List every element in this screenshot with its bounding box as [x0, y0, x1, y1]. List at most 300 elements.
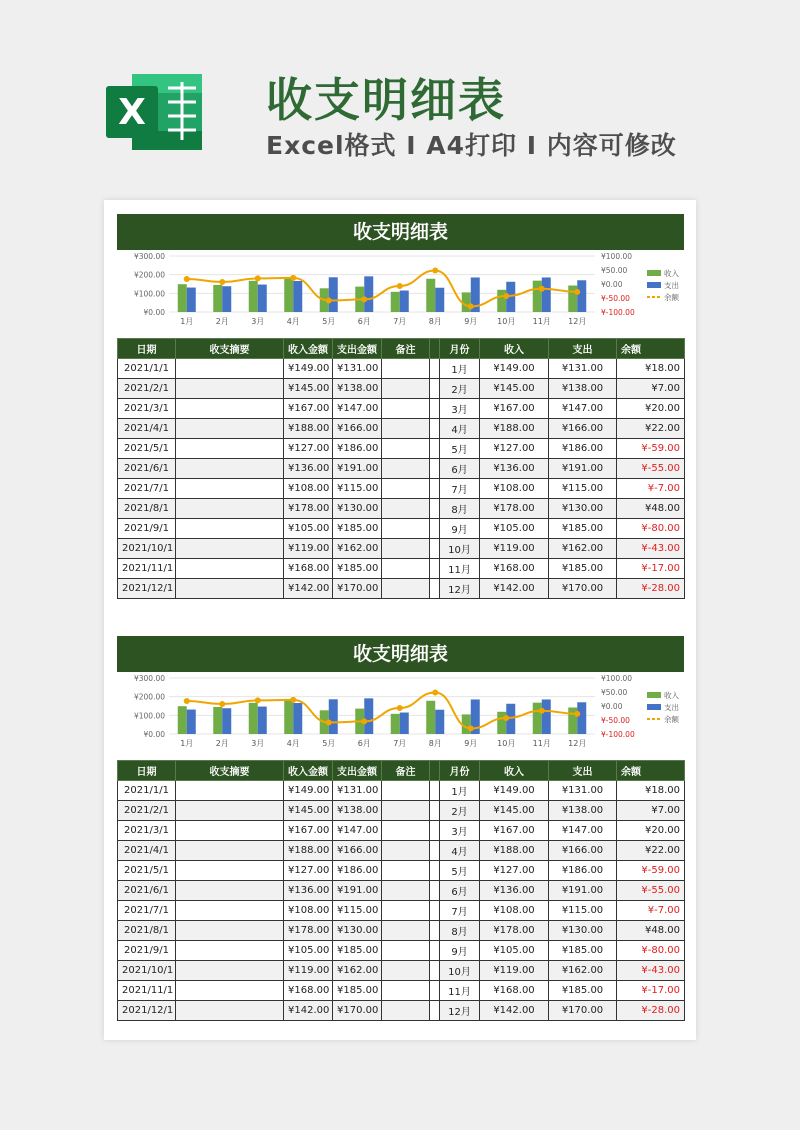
cell-balance[interactable]: ¥22.00: [617, 419, 685, 439]
cell-expense[interactable]: ¥185.00: [333, 519, 382, 539]
cell-date[interactable]: 2021/7/1: [118, 901, 176, 921]
table-row: [118, 921, 685, 941]
cell-gap[interactable]: [430, 359, 440, 379]
cell-m-income[interactable]: ¥142.00: [480, 579, 549, 599]
cell-summary[interactable]: [176, 981, 284, 1001]
expense-bar: [400, 713, 409, 734]
x-tick-label: 4月: [286, 739, 300, 748]
cell-expense[interactable]: ¥186.00: [333, 861, 382, 881]
x-tick-label: 5月: [322, 739, 336, 748]
cell-income[interactable]: ¥108.00: [284, 901, 333, 921]
cell-m-expense[interactable]: ¥115.00: [549, 901, 617, 921]
cell-summary[interactable]: [176, 821, 284, 841]
sheet-title: 收支明细表: [117, 636, 684, 672]
chart-svg: [117, 250, 684, 336]
cell-balance[interactable]: ¥22.00: [617, 841, 685, 861]
cell-gap[interactable]: [430, 901, 440, 921]
cell-income[interactable]: ¥145.00: [284, 379, 333, 399]
cell-summary[interactable]: [176, 439, 284, 459]
cell-balance[interactable]: ¥-17.00: [617, 981, 685, 1001]
cell-gap[interactable]: [430, 961, 440, 981]
header-summary: 收支摘要: [176, 761, 284, 781]
cell-m-income[interactable]: ¥167.00: [480, 821, 549, 841]
expense-bar: [222, 286, 231, 312]
cell-m-expense[interactable]: ¥191.00: [549, 459, 617, 479]
cell-income[interactable]: ¥105.00: [284, 941, 333, 961]
expense-bar: [222, 708, 231, 734]
cell-m-expense[interactable]: ¥115.00: [549, 479, 617, 499]
cell-month[interactable]: 9月: [440, 941, 480, 961]
cell-summary[interactable]: [176, 841, 284, 861]
cell-expense[interactable]: ¥115.00: [333, 479, 382, 499]
cell-balance[interactable]: ¥7.00: [617, 801, 685, 821]
cell-m-expense[interactable]: ¥185.00: [549, 559, 617, 579]
cell-balance[interactable]: ¥18.00: [617, 781, 685, 801]
cell-m-expense[interactable]: ¥166.00: [549, 841, 617, 861]
cell-date[interactable]: 2021/6/1: [118, 881, 176, 901]
cell-month[interactable]: 8月: [440, 499, 480, 519]
cell-balance[interactable]: ¥-55.00: [617, 459, 685, 479]
cell-expense[interactable]: ¥166.00: [333, 419, 382, 439]
cell-note[interactable]: [382, 921, 430, 941]
cell-summary[interactable]: [176, 559, 284, 579]
cell-m-income[interactable]: ¥127.00: [480, 439, 549, 459]
cell-note[interactable]: [382, 961, 430, 981]
left-tick-label: ¥200.00: [133, 270, 165, 280]
expense-bar: [364, 276, 373, 312]
cell-m-income[interactable]: ¥149.00: [480, 781, 549, 801]
x-tick-label: 3月: [251, 317, 265, 326]
cell-note[interactable]: [382, 861, 430, 881]
cell-m-income[interactable]: ¥188.00: [480, 841, 549, 861]
cell-summary[interactable]: [176, 1001, 284, 1021]
income-bar: [178, 284, 187, 312]
cell-balance[interactable]: ¥-28.00: [617, 1001, 685, 1021]
expense-bar: [542, 277, 551, 312]
cell-note[interactable]: [382, 781, 430, 801]
left-tick-label: ¥200.00: [133, 692, 165, 702]
cell-income[interactable]: ¥136.00: [284, 459, 333, 479]
cell-m-income[interactable]: ¥142.00: [480, 1001, 549, 1021]
table-row: [118, 459, 685, 479]
cell-date[interactable]: 2021/8/1: [118, 499, 176, 519]
cell-income[interactable]: ¥119.00: [284, 961, 333, 981]
cell-m-income[interactable]: ¥136.00: [480, 881, 549, 901]
expense-bar: [435, 710, 444, 734]
legend-label: 支出: [664, 703, 679, 712]
cell-income[interactable]: ¥145.00: [284, 801, 333, 821]
cell-expense[interactable]: ¥186.00: [333, 439, 382, 459]
cell-note[interactable]: [382, 559, 430, 579]
cell-note[interactable]: [382, 901, 430, 921]
right-tick-label: ¥50.00: [601, 266, 628, 275]
cell-balance[interactable]: ¥-43.00: [617, 961, 685, 981]
cell-summary[interactable]: [176, 961, 284, 981]
cell-m-income[interactable]: ¥167.00: [480, 399, 549, 419]
cell-m-income[interactable]: ¥108.00: [480, 901, 549, 921]
cell-note[interactable]: [382, 1001, 430, 1021]
cell-note[interactable]: [382, 379, 430, 399]
cell-note[interactable]: [382, 801, 430, 821]
cell-income[interactable]: ¥105.00: [284, 519, 333, 539]
cell-note[interactable]: [382, 439, 430, 459]
cell-m-income[interactable]: ¥188.00: [480, 419, 549, 439]
cell-m-income[interactable]: ¥127.00: [480, 861, 549, 881]
cell-gap[interactable]: [430, 861, 440, 881]
cell-gap[interactable]: [430, 439, 440, 459]
cell-note[interactable]: [382, 981, 430, 1001]
balance-point: [361, 296, 367, 302]
cell-gap[interactable]: [430, 519, 440, 539]
cell-summary[interactable]: [176, 801, 284, 821]
cell-gap[interactable]: [430, 921, 440, 941]
cell-balance[interactable]: ¥-7.00: [617, 901, 685, 921]
cell-note[interactable]: [382, 579, 430, 599]
expense-bar: [577, 280, 586, 312]
cell-note[interactable]: [382, 821, 430, 841]
table-row: [118, 981, 685, 1001]
cell-date[interactable]: 2021/7/1: [118, 479, 176, 499]
cell-m-income[interactable]: ¥105.00: [480, 941, 549, 961]
cell-m-income[interactable]: ¥168.00: [480, 559, 549, 579]
cell-m-expense[interactable]: ¥186.00: [549, 861, 617, 881]
expense-bar: [258, 285, 267, 312]
cell-balance[interactable]: ¥-43.00: [617, 539, 685, 559]
cell-expense[interactable]: ¥170.00: [333, 1001, 382, 1021]
cell-date[interactable]: 2021/5/1: [118, 439, 176, 459]
page-title: 收支明细表: [266, 73, 506, 127]
cell-income[interactable]: ¥119.00: [284, 539, 333, 559]
cell-gap[interactable]: [430, 881, 440, 901]
table-row: [118, 841, 685, 861]
header-date: 日期: [118, 761, 176, 781]
cell-m-income[interactable]: ¥178.00: [480, 921, 549, 941]
cell-m-expense[interactable]: ¥191.00: [549, 881, 617, 901]
cell-note[interactable]: [382, 499, 430, 519]
cell-date[interactable]: 2021/9/1: [118, 519, 176, 539]
cell-expense[interactable]: ¥130.00: [333, 499, 382, 519]
cell-balance[interactable]: ¥-80.00: [617, 941, 685, 961]
cell-income[interactable]: ¥127.00: [284, 439, 333, 459]
cell-summary[interactable]: [176, 499, 284, 519]
cell-month[interactable]: 4月: [440, 841, 480, 861]
expense-bar: [293, 703, 302, 734]
cell-balance[interactable]: ¥48.00: [617, 921, 685, 941]
cell-gap[interactable]: [430, 459, 440, 479]
cell-gap[interactable]: [430, 981, 440, 1001]
cell-m-income[interactable]: ¥119.00: [480, 961, 549, 981]
cell-month[interactable]: 2月: [440, 379, 480, 399]
cell-balance[interactable]: ¥20.00: [617, 821, 685, 841]
cell-income[interactable]: ¥149.00: [284, 781, 333, 801]
cell-gap[interactable]: [430, 801, 440, 821]
income-bar: [249, 281, 258, 312]
cell-date[interactable]: 2021/4/1: [118, 841, 176, 861]
header-note: 备注: [382, 339, 430, 359]
cell-balance[interactable]: ¥-80.00: [617, 519, 685, 539]
cell-date[interactable]: 2021/1/1: [118, 781, 176, 801]
cell-expense[interactable]: ¥131.00: [333, 781, 382, 801]
cell-expense[interactable]: ¥147.00: [333, 399, 382, 419]
cell-note[interactable]: [382, 881, 430, 901]
legend-swatch: [647, 270, 661, 276]
cell-balance[interactable]: ¥7.00: [617, 379, 685, 399]
cell-note[interactable]: [382, 419, 430, 439]
cell-income[interactable]: ¥142.00: [284, 579, 333, 599]
cell-m-expense[interactable]: ¥170.00: [549, 579, 617, 599]
cell-date[interactable]: 2021/10/1: [118, 539, 176, 559]
cell-balance[interactable]: ¥20.00: [617, 399, 685, 419]
cell-expense[interactable]: ¥138.00: [333, 801, 382, 821]
cell-date[interactable]: 2021/2/1: [118, 801, 176, 821]
cell-month[interactable]: 12月: [440, 579, 480, 599]
x-tick-label: 8月: [428, 317, 442, 326]
cell-balance[interactable]: ¥-7.00: [617, 479, 685, 499]
balance-point: [539, 286, 545, 292]
cell-expense[interactable]: ¥162.00: [333, 539, 382, 559]
cell-summary[interactable]: [176, 399, 284, 419]
cell-note[interactable]: [382, 459, 430, 479]
cell-date[interactable]: 2021/8/1: [118, 921, 176, 941]
cell-m-expense[interactable]: ¥138.00: [549, 801, 617, 821]
cell-note[interactable]: [382, 841, 430, 861]
cell-summary[interactable]: [176, 359, 284, 379]
cell-expense[interactable]: ¥185.00: [333, 941, 382, 961]
cell-gap[interactable]: [430, 781, 440, 801]
cell-date[interactable]: 2021/12/1: [118, 1001, 176, 1021]
cell-date[interactable]: 2021/3/1: [118, 821, 176, 841]
cell-gap[interactable]: [430, 379, 440, 399]
cell-summary[interactable]: [176, 941, 284, 961]
x-tick-label: 6月: [357, 317, 371, 326]
left-tick-label: ¥100.00: [133, 711, 165, 721]
cell-income[interactable]: ¥167.00: [284, 399, 333, 419]
table-row: [118, 539, 685, 559]
cell-m-expense[interactable]: ¥185.00: [549, 519, 617, 539]
cell-income[interactable]: ¥149.00: [284, 359, 333, 379]
cell-summary[interactable]: [176, 419, 284, 439]
cell-m-income[interactable]: ¥145.00: [480, 379, 549, 399]
cell-summary[interactable]: [176, 459, 284, 479]
cell-month[interactable]: 7月: [440, 479, 480, 499]
cell-summary[interactable]: [176, 781, 284, 801]
table-row: [118, 821, 685, 841]
x-tick-label: 1月: [180, 739, 194, 748]
cell-m-expense[interactable]: ¥162.00: [549, 961, 617, 981]
cell-m-expense[interactable]: ¥170.00: [549, 1001, 617, 1021]
cell-expense[interactable]: ¥166.00: [333, 841, 382, 861]
cell-month[interactable]: 11月: [440, 559, 480, 579]
cell-gap[interactable]: [430, 559, 440, 579]
cell-gap[interactable]: [430, 941, 440, 961]
cell-income[interactable]: ¥188.00: [284, 841, 333, 861]
cell-gap[interactable]: [430, 579, 440, 599]
cell-expense[interactable]: ¥162.00: [333, 961, 382, 981]
cell-m-expense[interactable]: ¥166.00: [549, 419, 617, 439]
header-month: 月份: [440, 339, 480, 359]
cell-m-expense[interactable]: ¥162.00: [549, 539, 617, 559]
cell-summary[interactable]: [176, 881, 284, 901]
cell-month[interactable]: 3月: [440, 399, 480, 419]
cell-expense[interactable]: ¥185.00: [333, 981, 382, 1001]
cell-m-income[interactable]: ¥105.00: [480, 519, 549, 539]
cell-gap[interactable]: [430, 539, 440, 559]
cell-balance[interactable]: ¥-59.00: [617, 439, 685, 459]
cell-income[interactable]: ¥178.00: [284, 921, 333, 941]
x-tick-label: 10月: [497, 739, 516, 748]
cell-summary[interactable]: [176, 479, 284, 499]
cell-summary[interactable]: [176, 901, 284, 921]
balance-point: [290, 275, 296, 281]
income-bar: [426, 701, 435, 734]
cell-balance[interactable]: ¥18.00: [617, 359, 685, 379]
right-tick-label: ¥100.00: [601, 674, 633, 683]
cell-month[interactable]: 1月: [440, 359, 480, 379]
cell-date[interactable]: 2021/9/1: [118, 941, 176, 961]
cell-month[interactable]: 5月: [440, 439, 480, 459]
cell-balance[interactable]: ¥-28.00: [617, 579, 685, 599]
cell-gap[interactable]: [430, 841, 440, 861]
cell-expense[interactable]: ¥191.00: [333, 459, 382, 479]
cell-m-expense[interactable]: ¥131.00: [549, 359, 617, 379]
cell-gap[interactable]: [430, 399, 440, 419]
cell-month[interactable]: 8月: [440, 921, 480, 941]
cell-date[interactable]: 2021/6/1: [118, 459, 176, 479]
cell-m-income[interactable]: ¥136.00: [480, 459, 549, 479]
cell-m-expense[interactable]: ¥130.00: [549, 499, 617, 519]
cell-m-income[interactable]: ¥178.00: [480, 499, 549, 519]
cell-m-income[interactable]: ¥145.00: [480, 801, 549, 821]
income-bar: [178, 706, 187, 734]
cell-expense[interactable]: ¥191.00: [333, 881, 382, 901]
header-gap: [430, 761, 440, 781]
cell-month[interactable]: 4月: [440, 419, 480, 439]
cell-month[interactable]: 10月: [440, 961, 480, 981]
cell-date[interactable]: 2021/1/1: [118, 359, 176, 379]
cell-expense[interactable]: ¥138.00: [333, 379, 382, 399]
cell-date[interactable]: 2021/5/1: [118, 861, 176, 881]
cell-month[interactable]: 11月: [440, 981, 480, 1001]
cell-m-expense[interactable]: ¥147.00: [549, 821, 617, 841]
cell-month[interactable]: 6月: [440, 881, 480, 901]
cell-month[interactable]: 7月: [440, 901, 480, 921]
cell-date[interactable]: 2021/11/1: [118, 981, 176, 1001]
cell-note[interactable]: [382, 519, 430, 539]
cell-date[interactable]: 2021/10/1: [118, 961, 176, 981]
cell-date[interactable]: 2021/11/1: [118, 559, 176, 579]
summary-block: [117, 214, 684, 599]
cell-income[interactable]: ¥127.00: [284, 861, 333, 881]
cell-date[interactable]: 2021/4/1: [118, 419, 176, 439]
cell-summary[interactable]: [176, 921, 284, 941]
cell-month[interactable]: 6月: [440, 459, 480, 479]
income-bar: [391, 292, 400, 312]
cell-m-income[interactable]: ¥149.00: [480, 359, 549, 379]
cell-note[interactable]: [382, 941, 430, 961]
cell-income[interactable]: ¥188.00: [284, 419, 333, 439]
cell-balance[interactable]: ¥-55.00: [617, 881, 685, 901]
cell-summary[interactable]: [176, 519, 284, 539]
cell-date[interactable]: 2021/2/1: [118, 379, 176, 399]
cell-m-expense[interactable]: ¥185.00: [549, 941, 617, 961]
cell-gap[interactable]: [430, 479, 440, 499]
cell-month[interactable]: 9月: [440, 519, 480, 539]
cell-note[interactable]: [382, 359, 430, 379]
cell-balance[interactable]: ¥-59.00: [617, 861, 685, 881]
cell-summary[interactable]: [176, 579, 284, 599]
cell-income[interactable]: ¥168.00: [284, 559, 333, 579]
cell-gap[interactable]: [430, 419, 440, 439]
cell-m-income[interactable]: ¥108.00: [480, 479, 549, 499]
cell-month[interactable]: 2月: [440, 801, 480, 821]
cell-month[interactable]: 5月: [440, 861, 480, 881]
cell-income[interactable]: ¥178.00: [284, 499, 333, 519]
x-tick-label: 8月: [428, 739, 442, 748]
cell-m-expense[interactable]: ¥185.00: [549, 981, 617, 1001]
cell-income[interactable]: ¥167.00: [284, 821, 333, 841]
cell-m-expense[interactable]: ¥138.00: [549, 379, 617, 399]
cell-summary[interactable]: [176, 861, 284, 881]
cell-note[interactable]: [382, 479, 430, 499]
cell-m-income[interactable]: ¥168.00: [480, 981, 549, 1001]
x-tick-label: 1月: [180, 317, 194, 326]
legend-label: 收入: [664, 691, 679, 700]
cell-balance[interactable]: ¥-17.00: [617, 559, 685, 579]
right-tick-label: ¥-50.00: [601, 294, 630, 303]
cell-income[interactable]: ¥108.00: [284, 479, 333, 499]
cell-income[interactable]: ¥168.00: [284, 981, 333, 1001]
cell-date[interactable]: 2021/12/1: [118, 579, 176, 599]
cell-expense[interactable]: ¥147.00: [333, 821, 382, 841]
cell-expense[interactable]: ¥131.00: [333, 359, 382, 379]
cell-expense[interactable]: ¥115.00: [333, 901, 382, 921]
cell-m-expense[interactable]: ¥130.00: [549, 921, 617, 941]
x-tick-label: 9月: [464, 317, 478, 326]
cell-month[interactable]: 10月: [440, 539, 480, 559]
cell-summary[interactable]: [176, 539, 284, 559]
cell-summary[interactable]: [176, 379, 284, 399]
cell-month[interactable]: 3月: [440, 821, 480, 841]
cell-m-expense[interactable]: ¥147.00: [549, 399, 617, 419]
balance-point: [184, 698, 190, 704]
cell-m-expense[interactable]: ¥131.00: [549, 781, 617, 801]
income-bar: [213, 285, 222, 312]
cell-gap[interactable]: [430, 821, 440, 841]
cell-expense[interactable]: ¥185.00: [333, 559, 382, 579]
right-tick-label: ¥-100.00: [601, 308, 635, 317]
cell-note[interactable]: [382, 539, 430, 559]
cell-income[interactable]: ¥142.00: [284, 1001, 333, 1021]
expense-bar: [329, 699, 338, 734]
cell-m-income[interactable]: ¥119.00: [480, 539, 549, 559]
cell-month[interactable]: 12月: [440, 1001, 480, 1021]
x-tick-label: 11月: [532, 317, 551, 326]
cell-month[interactable]: 1月: [440, 781, 480, 801]
cell-gap[interactable]: [430, 1001, 440, 1021]
cell-income[interactable]: ¥136.00: [284, 881, 333, 901]
table-row: [118, 1001, 685, 1021]
cell-note[interactable]: [382, 399, 430, 419]
cell-balance[interactable]: ¥48.00: [617, 499, 685, 519]
cell-date[interactable]: 2021/3/1: [118, 399, 176, 419]
legend-label: 支出: [664, 281, 679, 290]
cell-gap[interactable]: [430, 499, 440, 519]
cell-m-expense[interactable]: ¥186.00: [549, 439, 617, 459]
income-bar: [284, 699, 293, 734]
cell-expense[interactable]: ¥170.00: [333, 579, 382, 599]
cell-expense[interactable]: ¥130.00: [333, 921, 382, 941]
sheet-title: 收支明细表: [117, 214, 684, 250]
